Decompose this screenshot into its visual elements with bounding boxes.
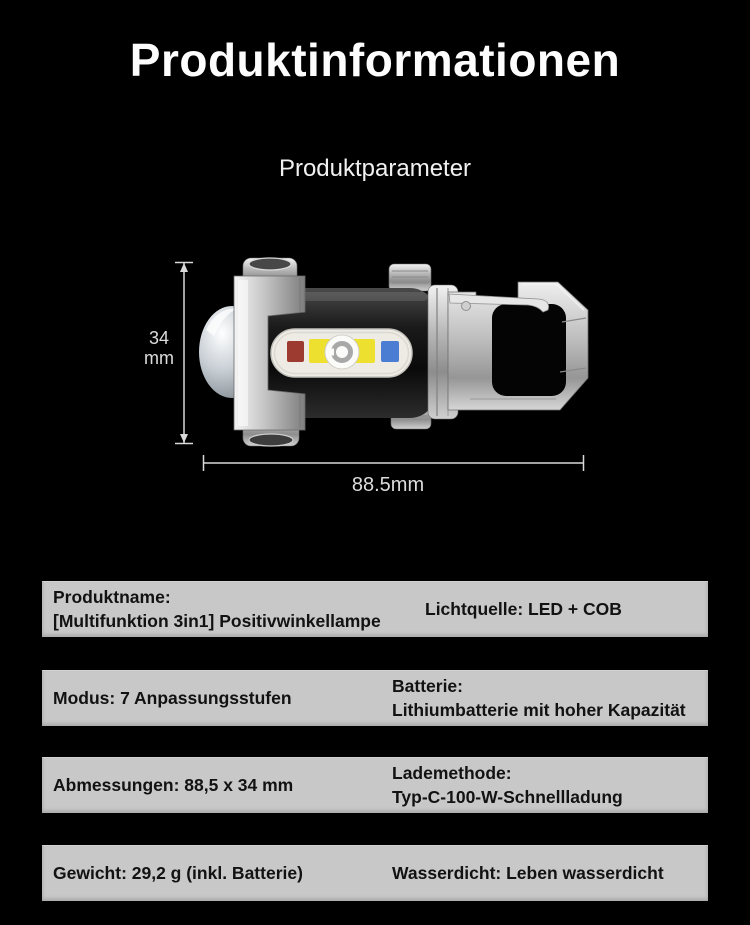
spec-mode-value: Modus: 7 Anpassungsstufen [53,688,292,708]
spec-charging-label: Lademethode: [392,763,512,783]
dimension-height-line [175,263,193,444]
led-window [271,329,412,377]
spec-waterproof-value: Wasserdicht: Leben wasserdicht [392,863,664,883]
spec-dimensions [42,773,392,797]
lever-screw [462,302,471,311]
spec-light-source-value: Lichtquelle: LED + COB [425,599,622,619]
dimension-height-value: 34 [148,328,170,348]
spec-light-source [392,597,708,621]
spec-charging-value: Typ-C-100-W-Schnellladung [392,787,623,807]
spec-product-name-label: Produktname: [53,587,171,607]
dimension-height-unit: mm [144,348,174,368]
mounting-stud-top-right [389,264,431,291]
spec-battery-label: Batterie: [392,676,463,696]
spec-row-mode-battery [42,670,708,726]
brand-emblem [325,335,359,369]
spec-weight-value: Gewicht: 29,2 g (inkl. Batterie) [53,863,303,883]
spec-row-product-name [42,581,708,637]
flashlight-illustration [199,258,588,446]
spec-battery-value: Lithiumbatterie mit hoher Kapazität [392,700,686,720]
carabiner-opening [492,304,566,396]
led-red [287,341,304,362]
spec-product-name [42,585,392,633]
spec-row-size-charging [42,757,708,813]
dimension-width-label: 88.5mm [351,474,425,496]
spec-row-weight-waterproof [42,845,708,901]
spec-weight [42,861,392,885]
led-blue [381,341,399,362]
product-diagram [0,230,750,520]
spec-charging-method [392,761,708,809]
spec-dimensions-value: Abmessungen: 88,5 x 34 mm [53,775,294,795]
spec-product-name-value: [Multifunktion 3in1] Positivwinkellampe [53,611,381,631]
section-subtitle: Produktparameter [278,155,472,182]
spec-waterproof [392,861,708,885]
spec-mode [42,686,392,710]
page-title: Produktinformationen [129,34,621,86]
spec-battery [392,674,708,722]
dimension-width-line [203,455,584,471]
